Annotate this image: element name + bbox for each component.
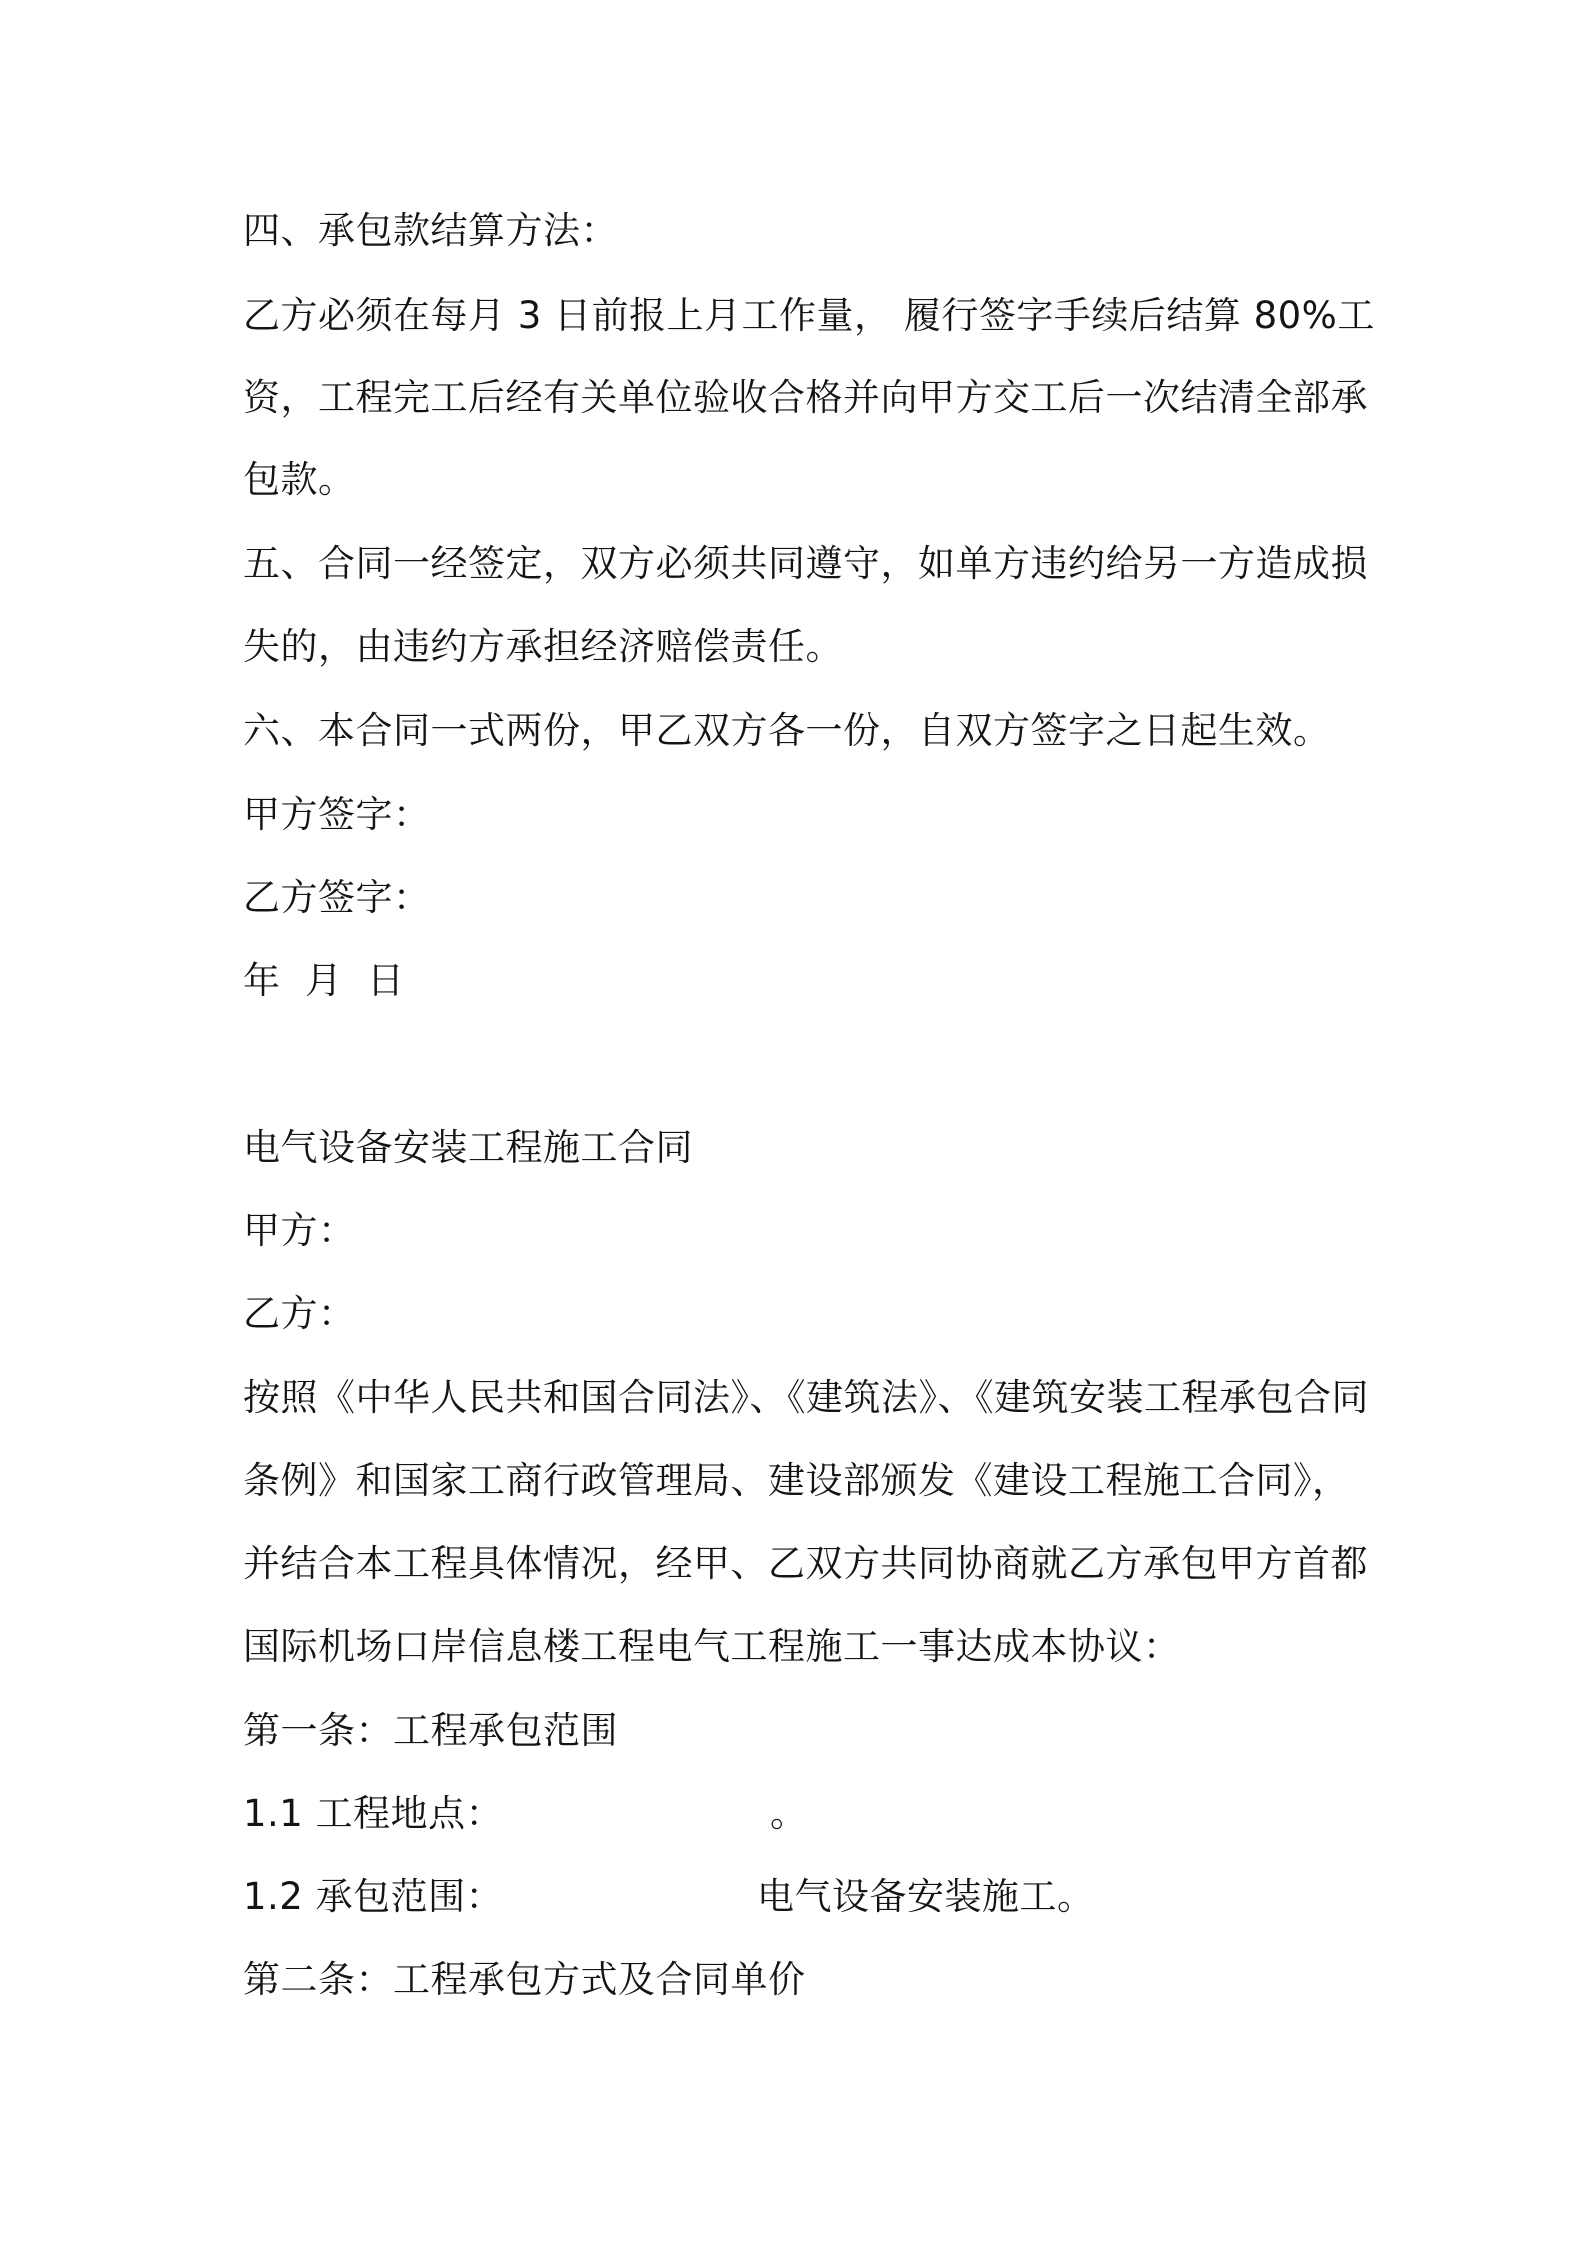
party-b-signature-label: 乙方签字： <box>243 876 431 919</box>
section5-line-1: 五、合同一经签定，双方必须共同遵守，如单方违约给另一方造成损 <box>243 542 1368 585</box>
article-2-heading: 第二条：工程承包方式及合同单价 <box>243 1958 806 2001</box>
contract-title: 电气设备安装工程施工合同 <box>243 1126 693 1169</box>
party-a-signature-label: 甲方签字： <box>243 793 431 836</box>
section4-paragraph-line-2: 资，工程完工后经有关单位验收合格并向甲方交工后一次结清全部承 <box>243 376 1368 419</box>
section4-paragraph-line-1: 乙方必须在每月 3 日前报上月工作量， 履行签字手续后结算 80%工 <box>243 294 1375 337</box>
contract-party-b-label: 乙方： <box>243 1292 356 1335</box>
item-1-2-label: 1.2 承包范围： <box>243 1875 504 1918</box>
section5-line-2: 失的，由违约方承担经济赔偿责任。 <box>243 625 843 668</box>
article-1-heading: 第一条：工程承包范围 <box>243 1709 618 1752</box>
signature-date-label: 年 月 日 <box>243 959 405 1002</box>
contract-party-a-label: 甲方： <box>243 1209 356 1252</box>
section4-paragraph-line-3: 包款。 <box>243 458 356 501</box>
preamble-line-1: 按照《中华人民共和国合同法》、《建筑法》、《建筑安装工程承包合同 <box>243 1376 1369 1419</box>
item-1-2-value: 电气设备安装施工。 <box>757 1875 1095 1918</box>
item-1-1-label: 1.1 工程地点： <box>243 1792 504 1835</box>
preamble-line-4: 国际机场口岸信息楼工程电气工程施工一事达成本协议： <box>243 1625 1181 1668</box>
section4-heading: 四、承包款结算方法： <box>243 209 618 252</box>
item-1-1-end-mark: 。 <box>770 1792 808 1835</box>
section6-line-1: 六、本合同一式两份，甲乙双方各一份，自双方签字之日起生效。 <box>243 709 1331 752</box>
preamble-line-2: 条例》和国家工商行政管理局、建设部颁发《建设工程施工合同》， <box>243 1459 1350 1502</box>
preamble-line-3: 并结合本工程具体情况，经甲、乙双方共同协商就乙方承包甲方首都 <box>243 1542 1368 1585</box>
